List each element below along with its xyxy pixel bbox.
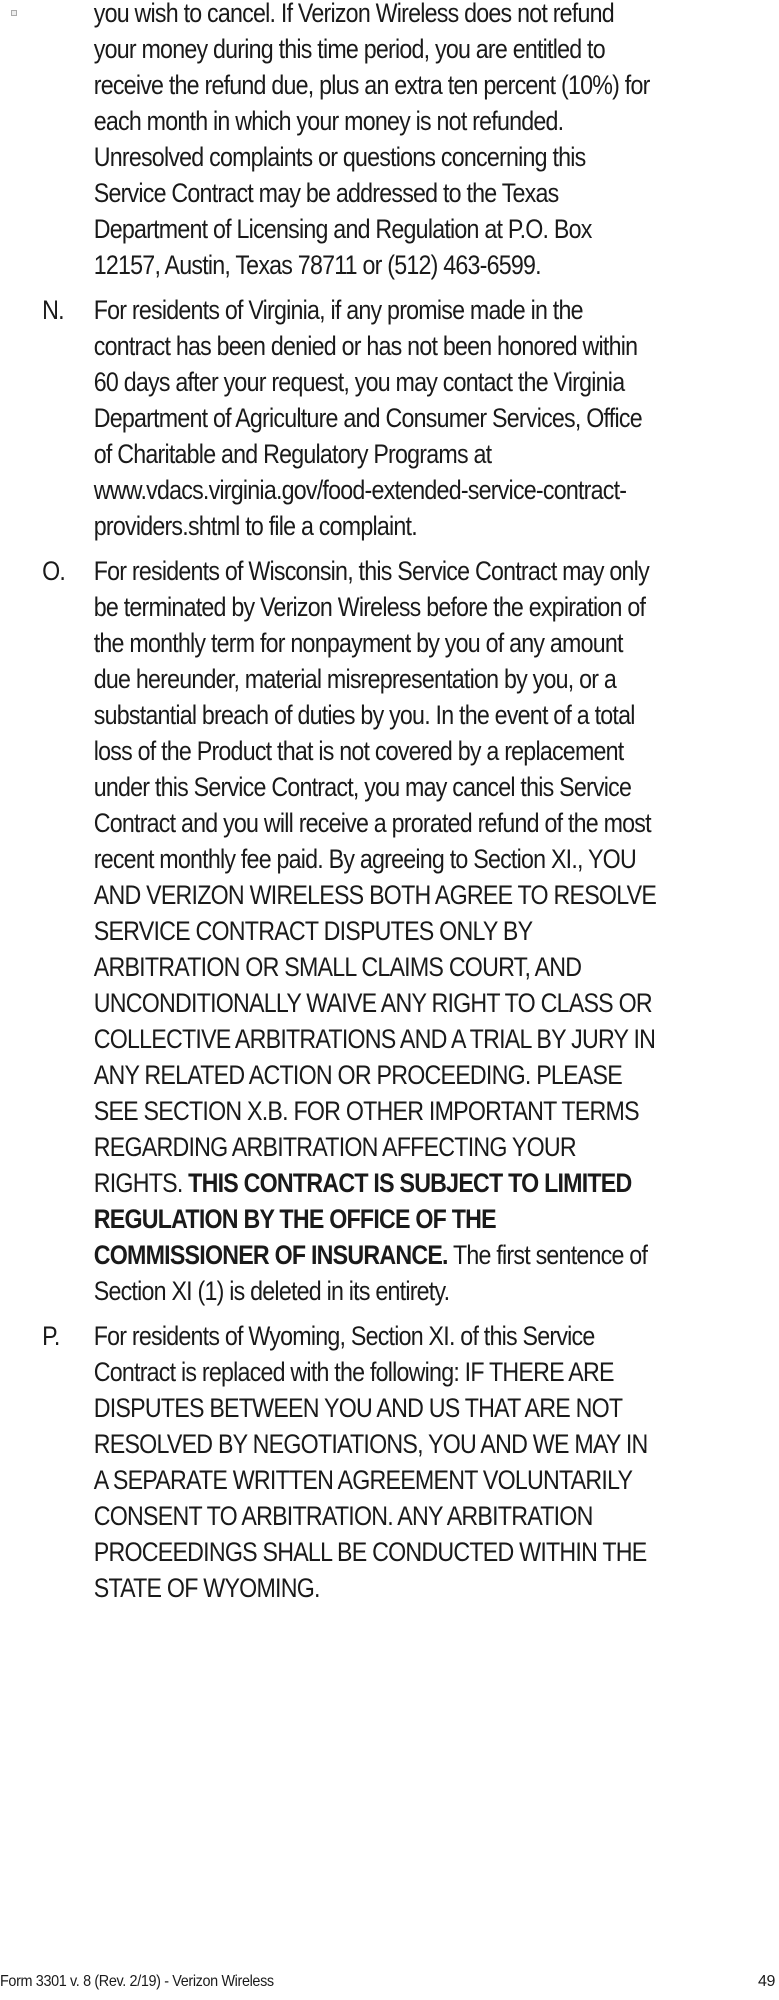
list-item-text: For residents of Virginia, if any promise made in the contract has been denied or has not been honored within 60 days after your request, you may contact the Virginia Department of Agriculture and Consumer Services, Office of Charitable and Regulatory Programs at www.vdacs.virginia.gov/food-extended-service-contract-providers.shtml to file a complaint. [93,295,642,541]
list-item-n [0,292,661,544]
list-item-text-part: The first sentence of Section XI (1) is deleted in its entirety. [93,1240,648,1306]
continuation-paragraph [0,0,661,283]
list-item-text [94,553,662,1309]
list-marker: P. [42,1321,60,1351]
list-item-o [0,553,661,1309]
list-item-text-part: For residents of Wisconsin, this Service Contract may only be terminated by Verizon Wireless before the expiration of the monthly term for nonpayment by you of any amount due hereunder, material misrepresentation by you, or a substantial breach of duties by you. In the event of a total loss of the Product that is not covered by a replacement under this Service Contract, you may cancel this Service Contract and you will receive a prorated refund of the most recent monthly fee paid. By agreeing to Section XI., YOU AND VERIZON WIRELESS BOTH AGREE TO RESOLVE SERVICE CONTRACT DISPUTES ONLY BY ARBITRATION OR SMALL CLAIMS COURT, AND UNCONDITIONALLY WAIVE ANY RIGHT TO CLASS OR COLLECTIVE ARBITRATIONS AND A TRIAL BY JURY IN ANY RELATED ACTION OR PROCEEDING. PLEASE SEE SECTION X.B. FOR OTHER IMPORTANT TERMS REGARDING ARBITRATION AFFECTING YOUR RIGHTS. [93,556,657,1198]
page-number: 49 [758,1973,775,1990]
list-item-p [0,1318,661,1606]
bold-regulation-notice: THIS CONTRACT IS SUBJECT TO LIMITED REGULATION BY THE OFFICE OF THE COMMISSIONER OF INSURANCE. [93,1168,632,1270]
continuation-text: you wish to cancel. If Verizon Wireless does not refund your money during this time period, you are entitled to receive the refund due, plus an extra ten percent (10%) for each month in which your money is not refunded. Unresolved complaints or questions concerning this Service Contract may be addressed to the Texas Department of Licensing and Regulation at P.O. Box 12157, Austin, Texas 78711 or (512) 463-6599. [93,0,650,280]
list-item-text: For residents of Wyoming, Section XI. of this Service Contract is replaced with the following: IF THERE ARE DISPUTES BETWEEN YOU AND US THAT ARE NOT RESOLVED BY NEGOTIATIONS, YOU AND WE MAY IN A SEPARATE WRITTEN AGREEMENT VOLUNTARILY CONSENT TO ARBITRATION. ANY ARBITRATION PROCEEDINGS SHALL BE CONDUCTED WITHIN THE STATE OF WYOMING. [93,1321,648,1603]
form-label: Form 3301 v. 8 (Rev. 2/19) - Verizon Wireless [0,1973,274,1990]
list-marker: O. [42,556,66,586]
list-marker: N. [42,295,64,325]
